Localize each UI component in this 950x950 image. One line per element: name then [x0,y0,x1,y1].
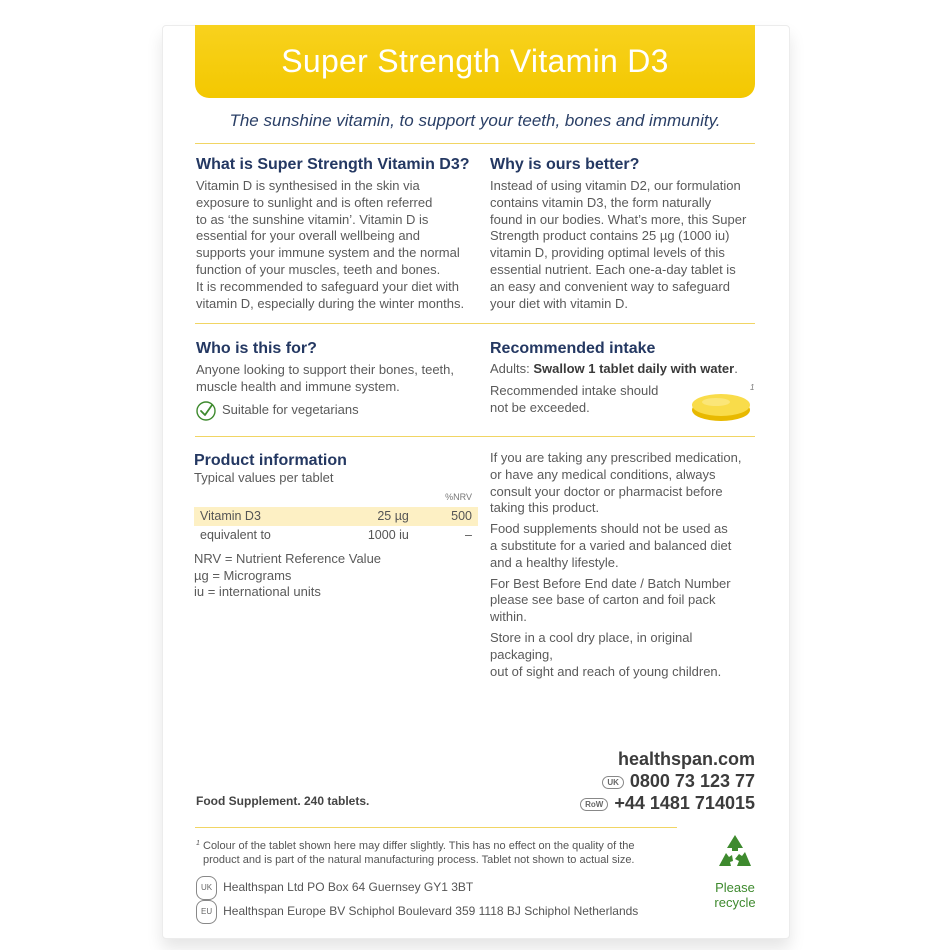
text-line: vitamin D, especially during the winter months. [196,295,465,311]
advice-section [490,450,755,680]
text-line: It is recommended to safeguard your diet with [196,278,460,294]
contact-block [580,749,755,815]
uk-badge: UK [602,776,624,789]
why-better-text [490,178,755,312]
text-line: essential for your overall wellbeing and [196,228,421,244]
text-line: contains vitamin D3, the form naturally [490,194,712,210]
advice-paragraph [490,450,755,517]
nutrient-nrv: 500 [415,507,478,526]
row-badge: RoW [580,798,608,811]
text-line: Vitamin D is synthesised in the skin via [196,178,420,193]
text-line: Food supplements should not be used as [490,521,728,537]
text-line: NRV = Nutrient Reference Value [194,550,382,566]
divider [195,143,755,144]
text-line: consult your doctor or pharmacist before [490,483,723,499]
divider [195,436,755,437]
tablet-image [690,388,752,424]
address-block [196,876,638,924]
nutrient-amount: 25 µg [329,507,415,526]
intake-suffix: . [734,361,738,376]
row-phone-line [580,793,755,815]
text-line: exposure to sunlight and is often referred [196,194,433,210]
text-line: Store in a cool dry place, in original packaging, [490,629,693,662]
vegetarian-label: Suitable for vegetarians [222,402,359,418]
product-info-heading: Product information [194,452,347,469]
text-line: If you are taking any prescribed medication, [490,450,742,465]
what-is-section [196,156,481,312]
checkmark-circle-icon [196,401,216,421]
text-line: product and is part of the natural manufacturing process. Tablet not shown to actual size. [203,854,635,866]
text-line: please see base of carton and foil pack within. [490,592,716,625]
divider [195,827,677,828]
product-title: Super Strength Vitamin D3 [281,43,669,79]
address-text: Healthspan Europe BV Schiphol Boulevard 359 1118 BJ Schiphol Netherlands [223,904,639,919]
text-line: taking this product. [490,500,600,516]
uk-phone-line [580,771,755,793]
food-supplement-label: Food Supplement. 240 tablets. [196,794,370,808]
divider [195,323,755,324]
footnote-marker: 1 [750,383,755,392]
text-line: out of sight and reach of young children. [490,663,722,679]
eu-address-badge: EU [196,900,217,924]
text-line: an easy and convenient way to safeguard [490,278,730,294]
text-line: function of your muscles, teeth and bones. [196,261,441,277]
text-line: Anyone looking to support their bones, teeth, [196,362,455,377]
text-line: For Best Before End date / Batch Number [490,575,731,591]
text-line: iu = international units [194,584,321,600]
footnote-number: 1 [196,840,200,847]
uk-address-badge: UK [196,876,217,900]
text-line: not be exceeded. [490,399,590,415]
product-info-subheading: Typical values per tablet [194,470,334,485]
website-link[interactable]: healthspan.com [617,749,755,769]
intake-heading: Recommended intake [490,340,656,357]
address-eu [196,900,638,924]
address-uk [196,876,638,900]
text-line: µg = Micrograms [194,567,292,583]
text-line: Recommended intake should [490,382,659,398]
uk-phone[interactable]: 0800 73 123 77 [629,771,755,791]
vegetarian-badge [196,401,481,421]
advice-paragraph [490,576,755,626]
text-line: Instead of using vitamin D2, our formulation [490,178,741,193]
what-is-heading: What is Super Strength Vitamin D3? [196,156,470,173]
intake-prefix: Adults: [490,361,534,376]
why-better-heading: Why is ours better? [490,156,640,173]
text-line: your diet with vitamin D. [490,295,628,311]
who-for-section [196,340,481,421]
recycle-line-1: Please [715,880,755,895]
text-line: muscle health and immune system. [196,378,400,394]
nutrition-table [194,488,478,545]
recycle-icon [713,832,757,876]
text-line: Colour of the tablet shown here may differ slightly. This has no effect on the quality of the [203,840,635,852]
text-line: vitamin D, providing optimal levels of this [490,245,725,261]
text-line: a substitute for a varied and balanced diet [490,537,732,553]
text-line: or have any medical conditions, always [490,466,716,482]
text-line: essential nutrient. Each one-a-day tablet is [490,261,736,277]
nutrient-name: Vitamin D3 [194,507,329,526]
nutrition-legend [194,551,484,601]
text-line: found in our bodies. What’s more, this Super [490,211,747,227]
product-info-section [194,452,484,601]
address-text: Healthspan Ltd PO Box 64 Guernsey GY1 3BT [223,880,474,895]
text-line: to as ‘the sunshine vitamin’. Vitamin D is [196,211,429,227]
text-line: supports your immune system and the normal [196,245,460,261]
text-line: Strength product contains 25 µg (1000 iu) [490,228,730,244]
what-is-text [196,178,481,312]
text-line: and a healthy lifestyle. [490,554,619,570]
title-banner [195,25,755,98]
nutrient-amount: 1000 iu [367,528,409,543]
advice-paragraph [490,521,755,571]
recycle-line-2: recycle [714,895,756,910]
nutrient-name: equivalent to [200,528,271,543]
table-row [194,526,478,545]
who-for-text [196,362,481,396]
nutrient-nrv: – [465,528,472,543]
row-phone[interactable]: +44 1481 714015 [614,793,755,813]
why-better-section [490,156,755,312]
footnote [196,839,686,867]
table-row [194,507,478,526]
table-header-row [194,488,478,507]
nrv-header: %NRV [445,492,472,503]
who-for-heading: Who is this for? [196,340,317,357]
intake-dose: Swallow 1 tablet daily with water [533,361,735,376]
tagline: The sunshine vitamin, to support your teeth, bones and immunity. [229,111,721,130]
intake-instruction [490,361,755,378]
recycle-badge [700,832,770,910]
advice-paragraph [490,630,755,680]
